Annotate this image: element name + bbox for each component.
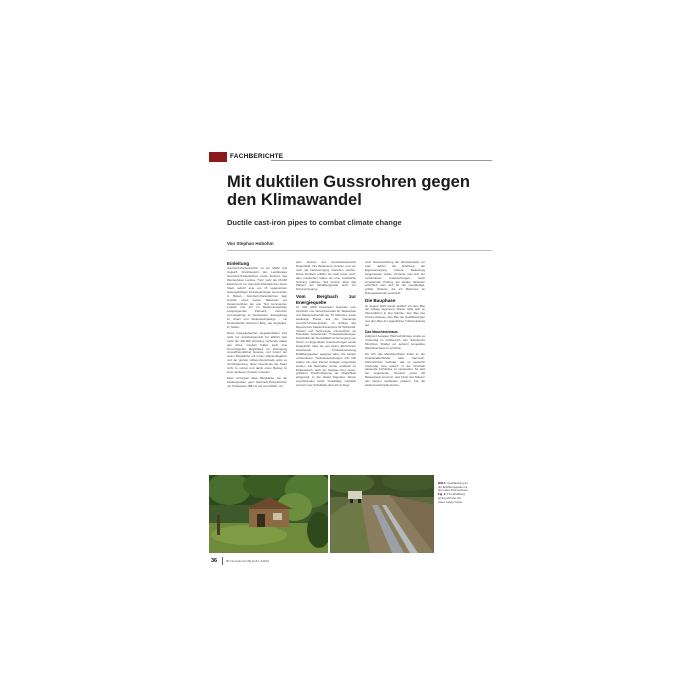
caption-label-en: Fig. 1: <box>438 492 447 497</box>
paragraph: Diese topographischen Gegebenheiten sind nicht nur Anziehungspunkt für jährlich weit mehr als 300.000 Erholung suchende Gäste des Ortes, sondern bilden auch eine hervorragende Möglichkeit zur Erzeugung umweltfreundlicher Energie. Auf Grund der vielen Bergbäche mit hohen Wasserabgaben und der großen Höhenunterschiede wäre es Verschwendung, diese Geschenke der Natur nicht zu nutzen und damit einen Beitrag zu einer sauberen Umwelt zu leisten. <box>227 330 287 374</box>
heading-bauphase: Die Bauphase <box>365 298 396 304</box>
section-marker <box>209 152 227 162</box>
page-number: 36 <box>211 558 218 564</box>
article-subtitle: Ductile cast-iron pipes to combat climate change <box>227 218 402 227</box>
footer-divider <box>222 557 223 565</box>
section-header <box>209 152 492 162</box>
paragraph: einer Neuausrichtung der Werksbetriebe vor zwei Jahren die Erhöhung der Eigenversorgung höhere Bedeutung beigemessen wurde, erinnerte man sich der vorhandenen Untersuchungen. Nach eingehender Prüfung der beiden Varianten entschied man sich für die neuständige, größte Variante, die ein Maximum an Energieausbeute verspricht. <box>365 261 425 296</box>
figure-caption <box>438 482 468 504</box>
paragraph: Einst versorgten diese Bergbäche, wie die Faukenquellen, ganz Garmisch-Partenkirchen mit Trinkwasser (Bild 1), bis sie letztlich, mit <box>227 375 287 388</box>
column-1 <box>227 261 287 469</box>
heading-energiequelle: Vom Bergbach zur Energiequelle <box>296 294 356 305</box>
caption-text-en: The Erfaßberg spring with the old water supply house <box>438 492 466 504</box>
photo-pipe-trench <box>330 475 434 553</box>
heading-einleitung: Einleitung <box>227 261 250 266</box>
article-title: Mit duktilen Gussrohren gegen den Klimawandel <box>227 173 470 209</box>
paragraph: Im Jahr 2000 bewerteten Experten vom Lehrstuhl und Versuchsanstalt für Wasserbau und Wasserwirtschaft der TU München sowie ansässige Planer aus der Gemeinde Garmisch-Partenkirchen. Im Auftrag des Bayerischen Staatsministeriums für Wirtschaft, Verkehr und Technologie untersuchten sie Potentiale bestehender Trinkwasserleitungen hinsichtlich der Rentabilität zur Erzeugung von Strom. Im Zuge dieser Untersuchungen wurde festgestellt, dass die seit vielen Jahrzehnten bestehende Trinkwasserleitung Erfaßbergquellen geeignet wäre. Die beiden vorhandenen Trinkwasserleitungen DN 100 sollten mit zwei kleinen Anlagen umgerüstet werden. Als Alternative wurde, praktisch im Rollentausch, auch der Neubau einer neuen, größeren Druckrohrleitung als Möglichkeit aufgezeigt. In den darauf folgenden Jahren verschwanden beide Vorschläge zunächst einmal in der Schublade. Erst als im Zuge <box>296 305 356 388</box>
journal-reference: 3R international (46) Heft 1-2/2010 <box>226 559 270 563</box>
paragraph: Im August 2007 wurde letztlich mit dem Bau der Anlage begonnen. Dieser teilte sich im Wesentlichen in drei Schritte, dem Bau des Turbinenhauses, dem Bau der Quellfassungen und dem Bau der eigentlichen Turbinenleitung auf. <box>365 303 425 328</box>
article-author: Von Stephan Hobohm <box>227 241 274 246</box>
photo-spring-house <box>209 475 328 553</box>
magazine-page <box>209 140 492 564</box>
subheading-maschinenhaus: Das Maschinenhaus <box>365 330 398 334</box>
caption-text-de: Quellfassung an der Erfaßbergquelle mit dem alten Brunnenhaus <box>438 481 468 493</box>
caption-label-de: Bild 1: <box>438 481 447 485</box>
section-rule <box>271 160 492 161</box>
paragraph: Garmisch-Partenkirchen ist ein Markt und zugleich Kreishauptort des Landkreises Garmisch-Partenkirchen sowie Zentrum des Werdenfelser Landes. Trotz mehr als 26.000 Einwohnern ist Garmisch-Partenkirchen keine Stadt, jedoch eine von 15 sogenannten leistungsfähigen kreisangehörigen Gemeinden in Bayern. Garmisch-Partenkirchen liegt inmitten eines weiten Talkessels am Zusammenfluss der aus Tirol kommenden Loisach und der im Wettersteingebirge entspringenden Partnach, zwischen Ammergebirge im Nordwesten, Estergebirge im Osten und Wettersteingebirge – mit Deutschlands höchstem Berg, der Zugspitze, im Süden. <box>227 266 287 329</box>
section-label: FACHBERICHTE <box>230 153 284 160</box>
paragraph: Da sich das Maschinenhaus direkt an der Hauptstraße/Straße nach Garmisch-Partenkirchen befindet, war es weiterhin notwendig eine optisch in die Ortschaft passende Architektur zu verwenden. So wird der sogenannte Toursiste privat als Bewusstsein kommen, was hinter den Mauern des kleinen Gebäudes passiert. Für die elektromaschinelle Ausrüs- <box>365 351 425 388</box>
column-2 <box>296 261 356 469</box>
author-divider <box>227 250 492 251</box>
paragraph: dem Ausbau des Grundwasserwerks Degernfeld, ihre Bedeutung verloren und nur noch als Notversorgung betrieben wurden. Diese Funktion erfüllen sie zwar heute noch, aber inzwischen haben sie eine zusätzliche Nutzung erfahren: Seit kurzem dient das Wasser der Erfaßbergquelle auch zur Stromerzeugung. <box>296 261 356 292</box>
column-3 <box>365 261 425 469</box>
paragraph: Aufgrund besagter Platzverhältnisse wurde es notwendig im Ortsbereich (Am Steinbruch) Münchner Straße) ein außerst kompaktes Maschinenhaus zu errichten. <box>365 334 425 350</box>
